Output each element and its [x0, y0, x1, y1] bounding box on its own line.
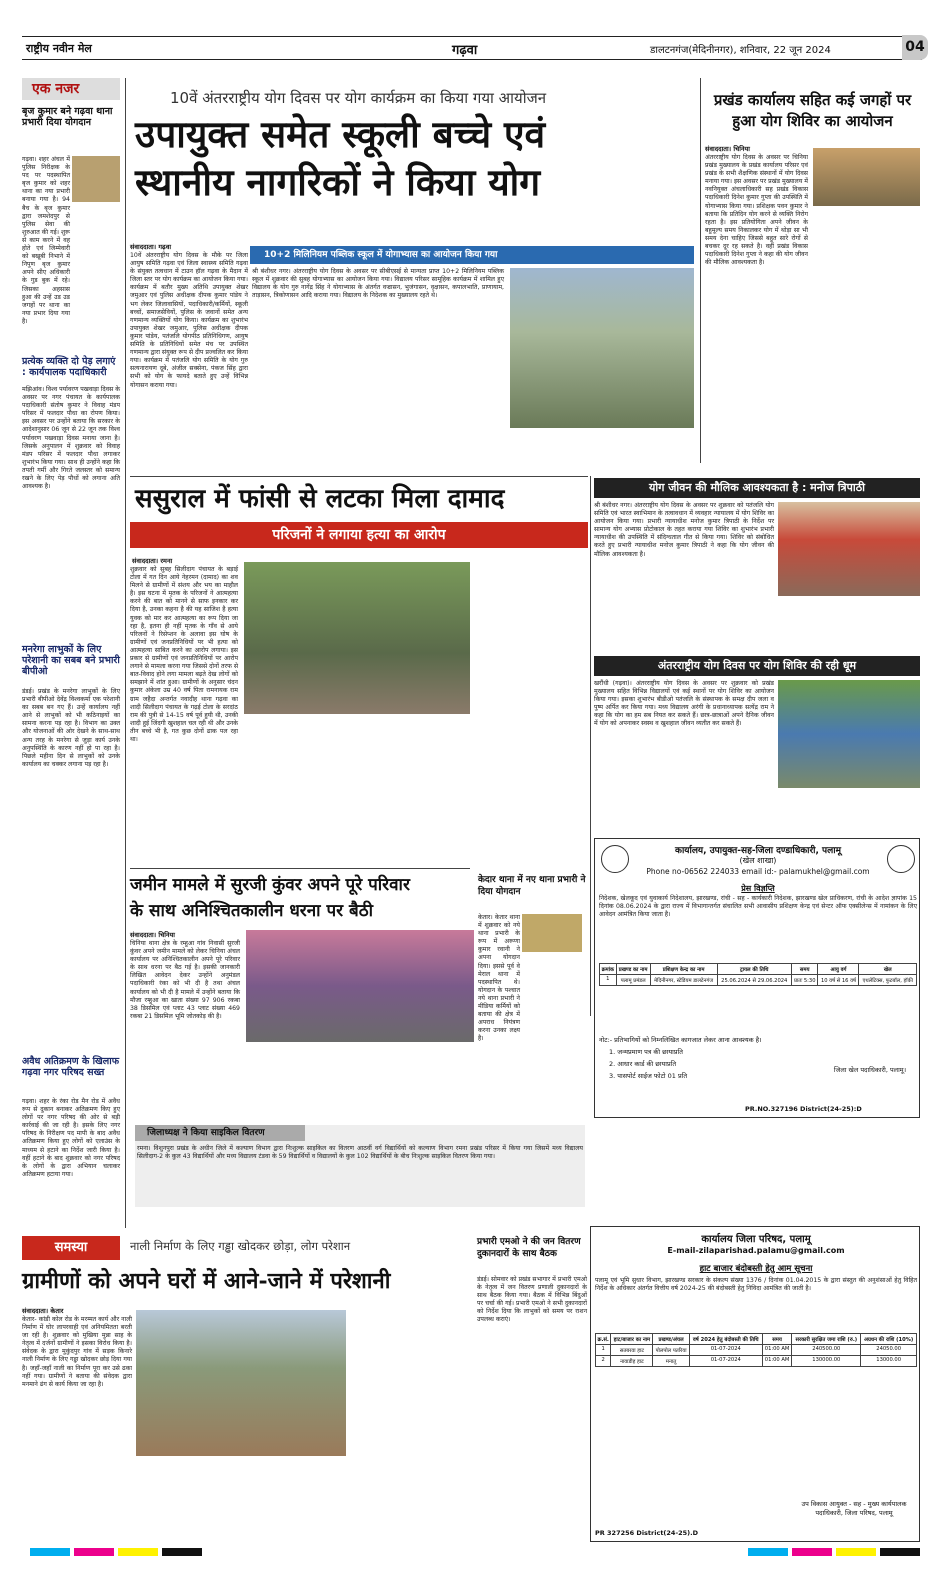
table-cell: 1 — [596, 1345, 611, 1356]
notice-table — [599, 963, 917, 986]
table-header: सरकारी सुरक्षित जमा राशि (रु.) — [792, 1334, 861, 1345]
problem-tab-label: समस्या — [54, 1240, 88, 1255]
block-yoga-photo — [813, 148, 920, 206]
dharna-story — [130, 872, 475, 1120]
hanging-headline: ससुराल में फांसी से लटका मिला दामाद — [135, 484, 505, 514]
lead-byline: संवाददाता। गढ़वा — [130, 243, 172, 251]
problem-kicker: नाली निर्माण के लिए गड्ढा खोदकर छोड़ा, लोग परेशान — [130, 1239, 351, 1253]
table-header: ट्रायल की तिथि — [717, 964, 792, 975]
sidebar-item-text: मझिआंव। विश्व पर्यावरण पखवाड़ा दिवस के अवसर पर नगर पंचायत के कार्यपालक पदाधिकारी संतोष कुमार ने विवाह मंडप परिसर में फलदार पौधा का रोपण किया। इस अवसर पर उन्होंने बताया कि सरकार के आदेशानुसार 06 जून से 22 जून तक विश्व पर्यावरण पखवाड़ा दिवस मनाया जाना है। जिसके अनुपालन में शुक्रवार को विवाह मंडप परिसर में फलदार पौधा लगाकर शुभारंभ किया गया। साथ ही उन्होंने कहा कि तपती गर्मी और गिरते जलस्तर को समान्य रखने के लिए पेड़ पौधों को लगाना अति आवश्यक है। — [22, 386, 120, 491]
table-header: क्रमांक — [600, 964, 617, 975]
table-cell: पोलपोल पतरिया — [653, 1345, 689, 1356]
right-top-byline: संवाददाता। चिनिया — [705, 145, 750, 153]
yoga-camp-story — [594, 656, 920, 832]
table-header: आयु वर्ग — [818, 964, 859, 975]
notice-pr-number: PR.NO.327196 District(24-25):D — [745, 1105, 862, 1113]
table-cell: 01:00 AM — [762, 1345, 791, 1356]
yoga-need-headline: योग जीवन की मौलिक आवश्यकता है : मनोज त्रिपाठी — [649, 481, 865, 494]
dharna-body-cont — [246, 1046, 474, 1120]
table-cell: 25.06.2024 से 29.06.2024 — [717, 975, 792, 986]
hanging-subhead-banner — [130, 522, 588, 548]
officer-photo — [72, 156, 120, 202]
sidebar-item-headline: प्रत्येक व्यक्ति दो पेड़ लगाएं : कार्यपालक पदाधिकारी — [22, 356, 116, 378]
yoga-camp-banner — [594, 656, 920, 676]
table-cell: 240500.00 — [792, 1345, 861, 1356]
sidebar-item-text-cont — [22, 212, 120, 352]
zp-office: कार्यालय जिला परिषद, पलामू — [701, 1234, 811, 1245]
table-cell: मेदिनीनगर, स्टेडियम डालटेनगंज — [650, 975, 717, 986]
notice-title: प्रेस विज्ञप्ति — [741, 884, 775, 893]
notice-notes-title: नोट:- प्रतिभागियों को निम्नलिखित कागजात लेकर आना आवश्यक है। — [599, 1036, 762, 1044]
drain-photo — [136, 1310, 346, 1456]
hanging-subhead: परिजनों ने लगाया हत्या का आरोप — [272, 527, 446, 543]
problem-body: केतार- कांडी कोल रोड के मरम्मत कार्य और नाली निर्माण में घोर लापरवाही एवं अनियमितता बरती जा रही है। शुक्रवार को मुखिया मुन्ना साह के नेतृत्व में दर्जनों ग्रामीणों ने इसका विरोध किया है। संवेदक के द्वारा मुकुंदपुर गांव में सड़क किनारे नाली निर्माण के लिए गड्ढा खोदकर छोड़ दिया गया है। जहाँ-जहाँ नाली का निर्माण पूरा कर उसे ढका नहीं गया। ग्रामीणों ने बताया की संवेदक द्वारा मनमाने ढंग से कार्य किया जा रहा है। — [22, 1316, 132, 1388]
sidebar-item-text: डंडई। प्रखंड के मनरेगा लाभुकों के लिए प्रभारी बीपीओ देवेंद्र विश्वकर्मा एक परेशानी का सबब बन गए हैं। उन्हें कार्यालय नहीं आने से लाभुकों को भी कठिनाइयों का सामना करना पड़ रहा है। विभाग का उक्त और योजनाओं की ओर देखने के साथ-साथ अन्य तरह के मनरेगा से जुड़ा कार्य उनके अनुपस्थिति के कारण नहीं हो पा रहा है। पिछले महीना दिन से लाभुकों को उनके कार्यालय का चक्कर लगाना पड़ रहा है। — [22, 688, 120, 768]
yoga-camp-headline: अंतरराष्ट्रीय योग दिवस पर योग शिविर की रही धूम — [657, 659, 857, 672]
table-header: क्र.सं. — [596, 1334, 611, 1345]
sub-story-headline: 10+2 मिलिनियम पब्लिक स्कूल में योगाभ्यास का आयोजन किया गया — [264, 250, 498, 260]
notice-note: 1. जन्मप्रमाण पत्र की छायाप्रति — [609, 1048, 683, 1056]
zp-pr-number: PR 327256 District(24-25).D — [595, 1529, 699, 1537]
hanging-body-col3 — [476, 562, 588, 866]
yoga-camp-body: खरौंधी (गढ़वा)। अंतरराष्ट्रीय योग दिवस के अवसर पर शुक्रवार को प्रखंड मुख्यालय सहित विभिन्न विद्यालयों एवं कई स्थानों पर योग शिविर का आयोजन किया गया। इसका शुभारंभ बीडीओ पतंजलि के संस्थापक के समक्ष दीप जला व पुष्प अर्पित कर किया गया। मध्य विद्यालय अरंगी के प्रधानाध्यापक सत्येंद्र राम ने कहा कि योग का हम सब नियत कर सकते हैं। छात्र-छात्राओं अपने दैनिक जीवन में योग को अपनाकर स्वस्थ व खुशहाल जीवन व्यतीत कर सकते हैं। — [594, 680, 774, 728]
masthead — [22, 36, 925, 60]
emblem-icon — [601, 845, 629, 873]
problem-body-col3 — [352, 1310, 472, 1536]
lead-kicker: 10वें अंतरराष्ट्रीय योग दिवस पर योग कार्यक्रम का किया गया आयोजन — [170, 89, 547, 107]
lead-headline-1: उपायुक्त समेत स्कूली बच्चे एवं — [135, 112, 546, 156]
zp-email: E-mail-zilaparishad.palamu@gmail.com — [667, 1246, 845, 1255]
table-cell: 2 — [596, 1356, 611, 1367]
table-cell: 24050.00 — [861, 1345, 917, 1356]
sidebar-item-headline: अवैध अतिक्रमण के खिलाफ गढ़वा नगर परिषद सख्त — [22, 1056, 120, 1078]
sidebar-tab-label: एक नजर — [32, 81, 80, 97]
table-cell: मनातू — [653, 1356, 689, 1367]
table-cell: सतबरवा हाट — [611, 1345, 653, 1356]
table-cell: 01:00 AM — [762, 1356, 791, 1367]
column-divider — [590, 476, 591, 1016]
cycle-banner — [135, 1125, 305, 1141]
table-header: प्रखण्ड/अंचल — [653, 1334, 689, 1345]
dharna-byline: संवाददाता। चिनिया — [130, 931, 175, 939]
lead-story — [130, 88, 695, 478]
hanging-byline: संवाददाता। रमना — [132, 557, 173, 565]
right-top-story — [705, 90, 920, 465]
table-header: प्रखण्ड का नाम — [616, 964, 650, 975]
table-header: वर्ष 2024 हेतु बंदोबस्ती की तिथि — [689, 1334, 762, 1345]
zp-title: हाट बाजार बंदोबस्ती हेतु आम सूचना — [699, 1264, 813, 1274]
table-cell: प्रातः 5:30 — [792, 975, 818, 986]
sidebar-tab — [22, 78, 120, 100]
notice-contact: Phone no-06562 224033 email id:- palamukhel@gmail.com — [646, 867, 870, 876]
problem-byline: संवाददाता। केतार — [22, 1307, 64, 1315]
table-cell: 01-07-2024 — [689, 1356, 762, 1367]
cycle-story — [135, 1125, 585, 1207]
sidebar-item-text: गढ़वा। शहर के रंका रोड मैन रोड में अवैध रूप से दुकान बनाकर अतिक्रमण किए हुए लोगों पर नगर परिषद की ओर से बड़ी कार्रवाई की जा रही है। इसके लिए नगर परिषद के निरीक्षण पद मापी के बाद अवैध अतिक्रमण किया हुए लोगों को एलाउंस के माध्यम से हटाने का निर्देश जारी किया है। वहीं हटाने के बाद शुक्रवार को नगर परिषद के लोगों के द्वारा अभियान चलाकर अतिक्रमण हटाया गया। — [22, 1098, 120, 1178]
notice-signature: जिला खेल पदाधिकारी, पलामू। — [833, 1066, 907, 1074]
yoga-need-banner — [594, 478, 920, 498]
pds-body: डंडई। सोमवार को प्रखंड सभागार में प्रभारी एमओ के नेतृत्व में जन वितरण प्रणाली दुकानदारों के साथ बैठक किया गया। बैठक में विभिन्न बिंदुओं पर चर्चा की गई। प्रभारी एमओ ने सभी दुकानदारों को निर्देश दिया कि लाभुकों को समय पर राशन उपलब्ध कराएं। — [477, 1276, 587, 1324]
problem-headline: ग्रामीणों को अपने घरों में आने-जाने में परेशानी — [22, 1268, 391, 1294]
cycle-body: रमना। विशुनपुरा प्रखंड के अधीन जिले में कल्याण विभाग द्वारा निःशुल्क साइकिल का वितरण आठवीं वर्ग विद्यार्थियों को कल्याण विभाग रमना प्रखंड परिसर में किया गया जिसमें मध्य विद्यालय सिलीदाग-2 के कुल 43 विद्यार्थियों और मध्य विद्यालय टंडवा के 59 विद्यार्थियों व विद्यालयों के कुल 102 विद्यार्थियों के बीच निःशुल्क साइकिल वितरण किया गया। — [137, 1145, 583, 1161]
sports-notice — [594, 838, 920, 1118]
sidebar-item-headline: बृज कुमार बने गढ़वा थाना प्रभारी दिया योगदान — [22, 106, 113, 128]
lead-body: 10वें अंतरराष्ट्रीय योग दिवस के मौके पर जिला आयुष समिति गढ़वा एवं जिला स्वास्थ्य समिति गढ़वा के संयुक्त तत्वधान में टाउन हॉल गढ़वा के मैदान में जिला स्तर पर योग कार्यक्रम का आयोजन किया गया। कार्यक्रम में बतौर मुख्य अतिथि उपायुक्त शेखर जमुआर एवं पुलिस अधीक्षक दीपक कुमार पांडेय ने भग लेकर जिलावासियों, पदाधिकारी/कर्मियों, स्कूली बच्चों, समाजसेवियों, पुलिस के जवानों समेत अन्य गणमान्य व्यक्तियों योग किया। कार्यक्रम का शुभारंभ उपायुक्त शेखर जमुआर, पुलिस अधीक्षक दीपक कुमार पांडेय, पतंजलि योगपीठ प्रतिनिधिगण, आयुष समिति के प्रतिनिधियों समेत मंच पर उपस्थित गणमान्य द्वारा संयुक्त रूप से दीप प्रज्वलित कर किया गया। कार्यक्रम में पतंजलि योग समिति के योग गुरु सत्यनारायण दूबे, अंजील सक्सेना, पंकज सिंह द्वारा सभी को योग के फायदे बताते हुए उन्हें विभिन्न योगासन कराया गया। — [130, 252, 248, 389]
village-crowd-photo — [244, 562, 470, 714]
table-header: हाट/बाजार का नाम — [611, 1334, 653, 1345]
dharna-body: चिनिया थाना क्षेत्र के रम्हुआ गांव निवासी सुरजी कुंवर अपने जमीन मामले को लेकर चिनिया अंचल कार्यालय पर अनिश्चितकालीन अपने पूरे परिवार के साथ धरना पर बैठ गई है। इसकी जानकारी लिखित आवेदन देकर उन्होंने अनुमंडल पदाधिकारी रंका को भी दी है तथा अंचल कार्यालय को भी दी है मामले में उन्होंने बताया कि मौजा रम्हुआ का खाता संख्या 97 906 रकबा 38 डिसमिल एवं प्लाट 43 प्लाट संख्या 469 रकबा 21 डिसमिल भूमि जोतकोड़ की है। — [130, 940, 240, 1020]
page-number: 04 — [905, 39, 925, 55]
section-rule — [130, 476, 588, 477]
yoga-need-body: श्री बंशीधर नगर। अंतरराष्ट्रीय योग दिवस के अवसर पर शुक्रवार को पतंजलि योग समिति एवं भारत स्वाभिमान के तत्वावधान में व्यवहार न्यायालय में योग शिविर का आयोजन किया गया। प्रभारी न्यायाधीश मनोज कुमार त्रिपाठी के निर्देश पर सामान्य योग अभ्यास प्रोटोकाल के तहत कराया गया शिविर का शुभारंभ प्रभारी न्यायाधीश की उपस्थिति में संदिग्धताल गीत से किया गया। शिविर को संबोधित करते हुए प्रभारी न्यायाधीश मनोज कुमार त्रिपाठी ने कहा कि योग जीवन की मौलिक आवश्यकता है। — [594, 502, 774, 558]
court-yoga-photo — [778, 502, 920, 596]
notice-note: 3. पासपोर्ट साईज फोटो 01 प्रति — [609, 1072, 688, 1080]
notice-body: निदेशक, खेलकूद एवं युवाकार्य निदेशालय, झारखण्ड, रांची - सह - कार्यकारी निदेशक, झारखण्ड खेल प्राधिकरण, रांची के आदेश ज्ञापांक 15 दिनांक 08.06.2024 के द्वारा राज्य में विभागान्तर्गत संचालित सभी आवासीय प्रशिक्षण केन्द्र एवं सेन्टर ऑफ एक्सीलेन्स में नामांकन के लिए आवेदन आमंत्रित किया जाता है। — [599, 895, 917, 919]
table-cell: नावाडीह हाट — [611, 1356, 653, 1367]
pds-story — [477, 1236, 587, 1536]
table-cell: 13000.00 — [861, 1356, 917, 1367]
school-yoga-photo — [778, 680, 920, 788]
yoga-school-photo — [510, 268, 694, 428]
dharna-headline-2: के साथ अनिश्चितकालीन धरना पर बैठी — [130, 901, 374, 921]
hanging-body: शुक्रवार को सुबह सिलीदाग पंचायत के बड़ाई टोला में गत दिन आये नेहरमन (दामाद) का शव मिलने से ग्रामीणों में संशय और भय का माहौल है। इस घटना में मृतक के परिजनों ने आत्महत्या करने की बात को मानने से साफ इनकार कर दिया है, उनका कहना है की यह साजिश है हत्या युवक को मार कर आत्महत्या का रूप दिया जा रहा है, इतना ही नहीं मृतक के गाँव से आये परिजनों ने रिसेप्शन के अलावा इस घोष के ग्रामीणों एवं जनप्रतिनिधियों पर भी हत्या को आत्महत्या साबित करने का आरोप लगाया। इस प्रकार से ग्रामीणों एवं जनप्रतिनिधियों पर आरोप लगाने से मामला करना गया जिससे दोनों तरफ से बात-विवाद होने लगा मामला बढ़ते देख लोगों को समझाने में शांत हुआ। ग्रामीणों के अनुसार चंदन कुमार अंकेला उम्र 40 वर्ष पिता रामनायक राम ग्राम जहैदा अन्तर्गत नवादीह थाना गढ़वा का शादी सिलीदाग पंचायत के गढ़ई टोला के सरदांठ राम की पुत्री से 14-15 वर्ष पूर्व हुयी थी, उनकी शादी हुई जिंदगी खुशहाल चल रही थी और उनके तीन बच्चे भी है, गत कुछ दोनों ढाक पल रहा था। — [130, 566, 238, 743]
kedar-body-cont — [522, 956, 588, 1120]
notice-dept: (खेल शाखा) — [739, 856, 777, 865]
column-divider — [125, 78, 126, 1228]
table-row — [600, 975, 917, 986]
zp-body: पलामू एवं भूमि सुधार विभाग, झारखण्ड सरकार के संकल्प संख्या 1376 / दिनांक 01.04.2015 के द्वारा संस्तुत की अनुशंसाओं हेतु विहित निर्देश के अधिकार अंतर्गत वित्तीय वर्ष 2024-25 की बंदोबस्ती हेतु निविदा आमंत्रित की जाती है। — [595, 1277, 917, 1293]
section-name: गढ़वा — [452, 43, 478, 58]
kedar-story — [478, 874, 588, 1120]
table-header: खेल — [859, 964, 917, 975]
table-cell: 10 वर्ष से 16 वर्ष — [818, 975, 859, 986]
sidebar-item-text: गढ़वा। शहर अंचल में पुलिस निरीक्षक के पद पर पदस्थापित बृज कुमार को शहर थाना का नया प्रभारी बनाया गया है। 94 बैच के बृज कुमार द्वारा जमशेदपुर से पुलिस सेवा की शुरुआत की गई। शुरू से काम करने में वह होते एवं जिम्मेवारी को बखूबी निभाने में निपुण बृज कुमार अपने सीए अधिकारी के गुड बुक में रहे। जिसका अहसास हुआ की उन्हें उड उड जगहों पर थाना का नया प्रभार दिया गया है। — [22, 156, 70, 325]
market-notice — [590, 1226, 920, 1542]
problem-body-cont — [136, 1460, 346, 1536]
table-cell: एथलेटिक्स, फुटबॉल, हॉकी — [859, 975, 917, 986]
notice-note: 2. आधार कार्ड की छायाप्रति — [609, 1060, 677, 1068]
problem-tab — [22, 1236, 120, 1260]
right-top-body: अंतरराष्ट्रीय योग दिवस के अवसर पर चिनिया प्रखंड मुख्यालय के प्रखंड कार्यालय परिसर एवं प्रखंड के सभी शैक्षणिक संस्थानों में योग दिवस मनाया गया। इस अवसर पर प्रखंड मुख्यालय में नवनियुक्त अंचलाधिकारी सह प्रखंड विकास पदाधिकारी दिनेश कुमार गुप्ता की उपस्थिति में योगाभ्यास किया गया। प्रशिक्षक पवन कुमार ने बताया कि प्रतिदिन योग करने से व्यक्ति निरोग रहता है। इस प्रतियोगिता अपने जीवन के बहुमूल्य समय निकालकर योग में थोड़ा सा भी समय देना चाहिए जिससे बहुत सारे रोगों से बचकर दूर रह सकते है। वहीं प्रखंड विकास पदाधिकारी दिनेश गुप्ता ने कहा की योग जीवन की मौलिक आवश्यकता है। — [705, 154, 808, 267]
column-divider — [700, 78, 701, 463]
sidebar — [22, 78, 120, 1228]
page-number-badge — [902, 35, 928, 60]
notice-office: कार्यालय, उपायुक्त-सह-जिला दण्डाधिकारी, पलामू — [675, 846, 841, 856]
kedar-body: केतार। केतार थाना में शुक्रवार को नये थाना प्रभारी के रूप में अरूणा कुमार रवानी ने अपना योगदान दिया। इससे पूर्व वे मेराल थाना में पदस्थापित थे। योगदान के पश्चात नये थाना प्रभारी ने मीडिया कर्मियों को बताया की क्षेत्र में अपराध नियंत्रण करना उनका लक्ष्य है। — [478, 914, 520, 1043]
dharna-headline-1: जमीन मामले में सुरजी कुंवर अपने पूरे परिवार — [130, 875, 410, 895]
sub-story-body: श्री बंशीधर नगर। अंतरराष्ट्रीय योग दिवस के अवसर पर सीबीएसई से मान्यता प्राप्त 10+2 मिलिनियम पब्लिक स्कूल में शुक्रवार की सुबह योगाभ्यास का आयोजन किया गया। विद्यालय परिसर सामूहिक कार्यक्रम में शामिल हुए विद्यालय के योग गुरु नागेंद्र सिंह ने योगाभ्यास के अंतर्गत वज्रासन, भुजंगासन, वृक्षासन, कपालभाति, प्राणायाम, ताड़ासन, त्रिकोणासन आदि कराया गया। विद्यालय के निदेशक का मुख्यालय रहते थे। — [252, 268, 504, 300]
zp-signature: उप विकास आयुक्त - सह - मुख्य कार्यपालक पदाधिकारी, जिला परिषद, पलामू — [801, 1500, 907, 1517]
table-header: समय — [762, 1334, 791, 1345]
dateline: डालटनगंज(मेदिनीनगर), शनिवार, 22 जून 2024 — [650, 45, 831, 56]
paper-name: राष्ट्रीय नवीन मेल — [26, 42, 92, 55]
zp-body-cont — [595, 1399, 917, 1495]
table-cell: 130000.00 — [792, 1356, 861, 1367]
table-header: अग्रधन की राशि (10%) — [861, 1334, 917, 1345]
yoga-need-story — [594, 478, 920, 654]
color-registration-bar — [30, 1548, 920, 1558]
table-cell: पलामू प्रमंडल — [616, 975, 650, 986]
yoga-need-body-cont — [594, 600, 920, 650]
lead-body-cont — [252, 364, 506, 472]
pds-headline: प्रभारी एमओ ने की जन वितरण दुकानदारों के साथ बैठक — [477, 1237, 581, 1259]
emblem-icon — [887, 845, 915, 873]
zp-table — [595, 1333, 917, 1367]
sub-story-banner — [250, 246, 694, 264]
section-rule — [130, 868, 470, 869]
table-header: प्रशिक्षण केन्द्र का नाम — [650, 964, 717, 975]
lead-headline-2: स्थानीय नागरिकों ने किया योग — [135, 160, 541, 204]
right-top-body-cont — [813, 210, 920, 460]
table-row — [596, 1345, 917, 1356]
table-row — [596, 1356, 917, 1367]
cycle-headline: जिलाध्यक्ष ने किया साइकिल वितरण — [147, 1128, 265, 1138]
problem-story — [22, 1236, 472, 1536]
sidebar-item-headline: मनरेगा लाभुकों के लिए परेशानी का सबब बने प्रभारी बीपीओ — [22, 644, 120, 677]
hanging-story — [130, 482, 588, 867]
dharna-photo — [246, 930, 474, 1042]
right-top-headline: प्रखंड कार्यालय सहित कई जगहों पर हुआ योग शिविर का आयोजन — [713, 91, 912, 130]
kedar-officer-photo — [522, 914, 582, 952]
table-header: समय — [792, 964, 818, 975]
hanging-body-cont — [244, 718, 470, 866]
table-cell: 01-07-2024 — [689, 1345, 762, 1356]
table-cell: 1 — [600, 975, 617, 986]
kedar-headline: केदार थाना में नए थाना प्रभारी ने दिया योगदान — [478, 875, 586, 897]
